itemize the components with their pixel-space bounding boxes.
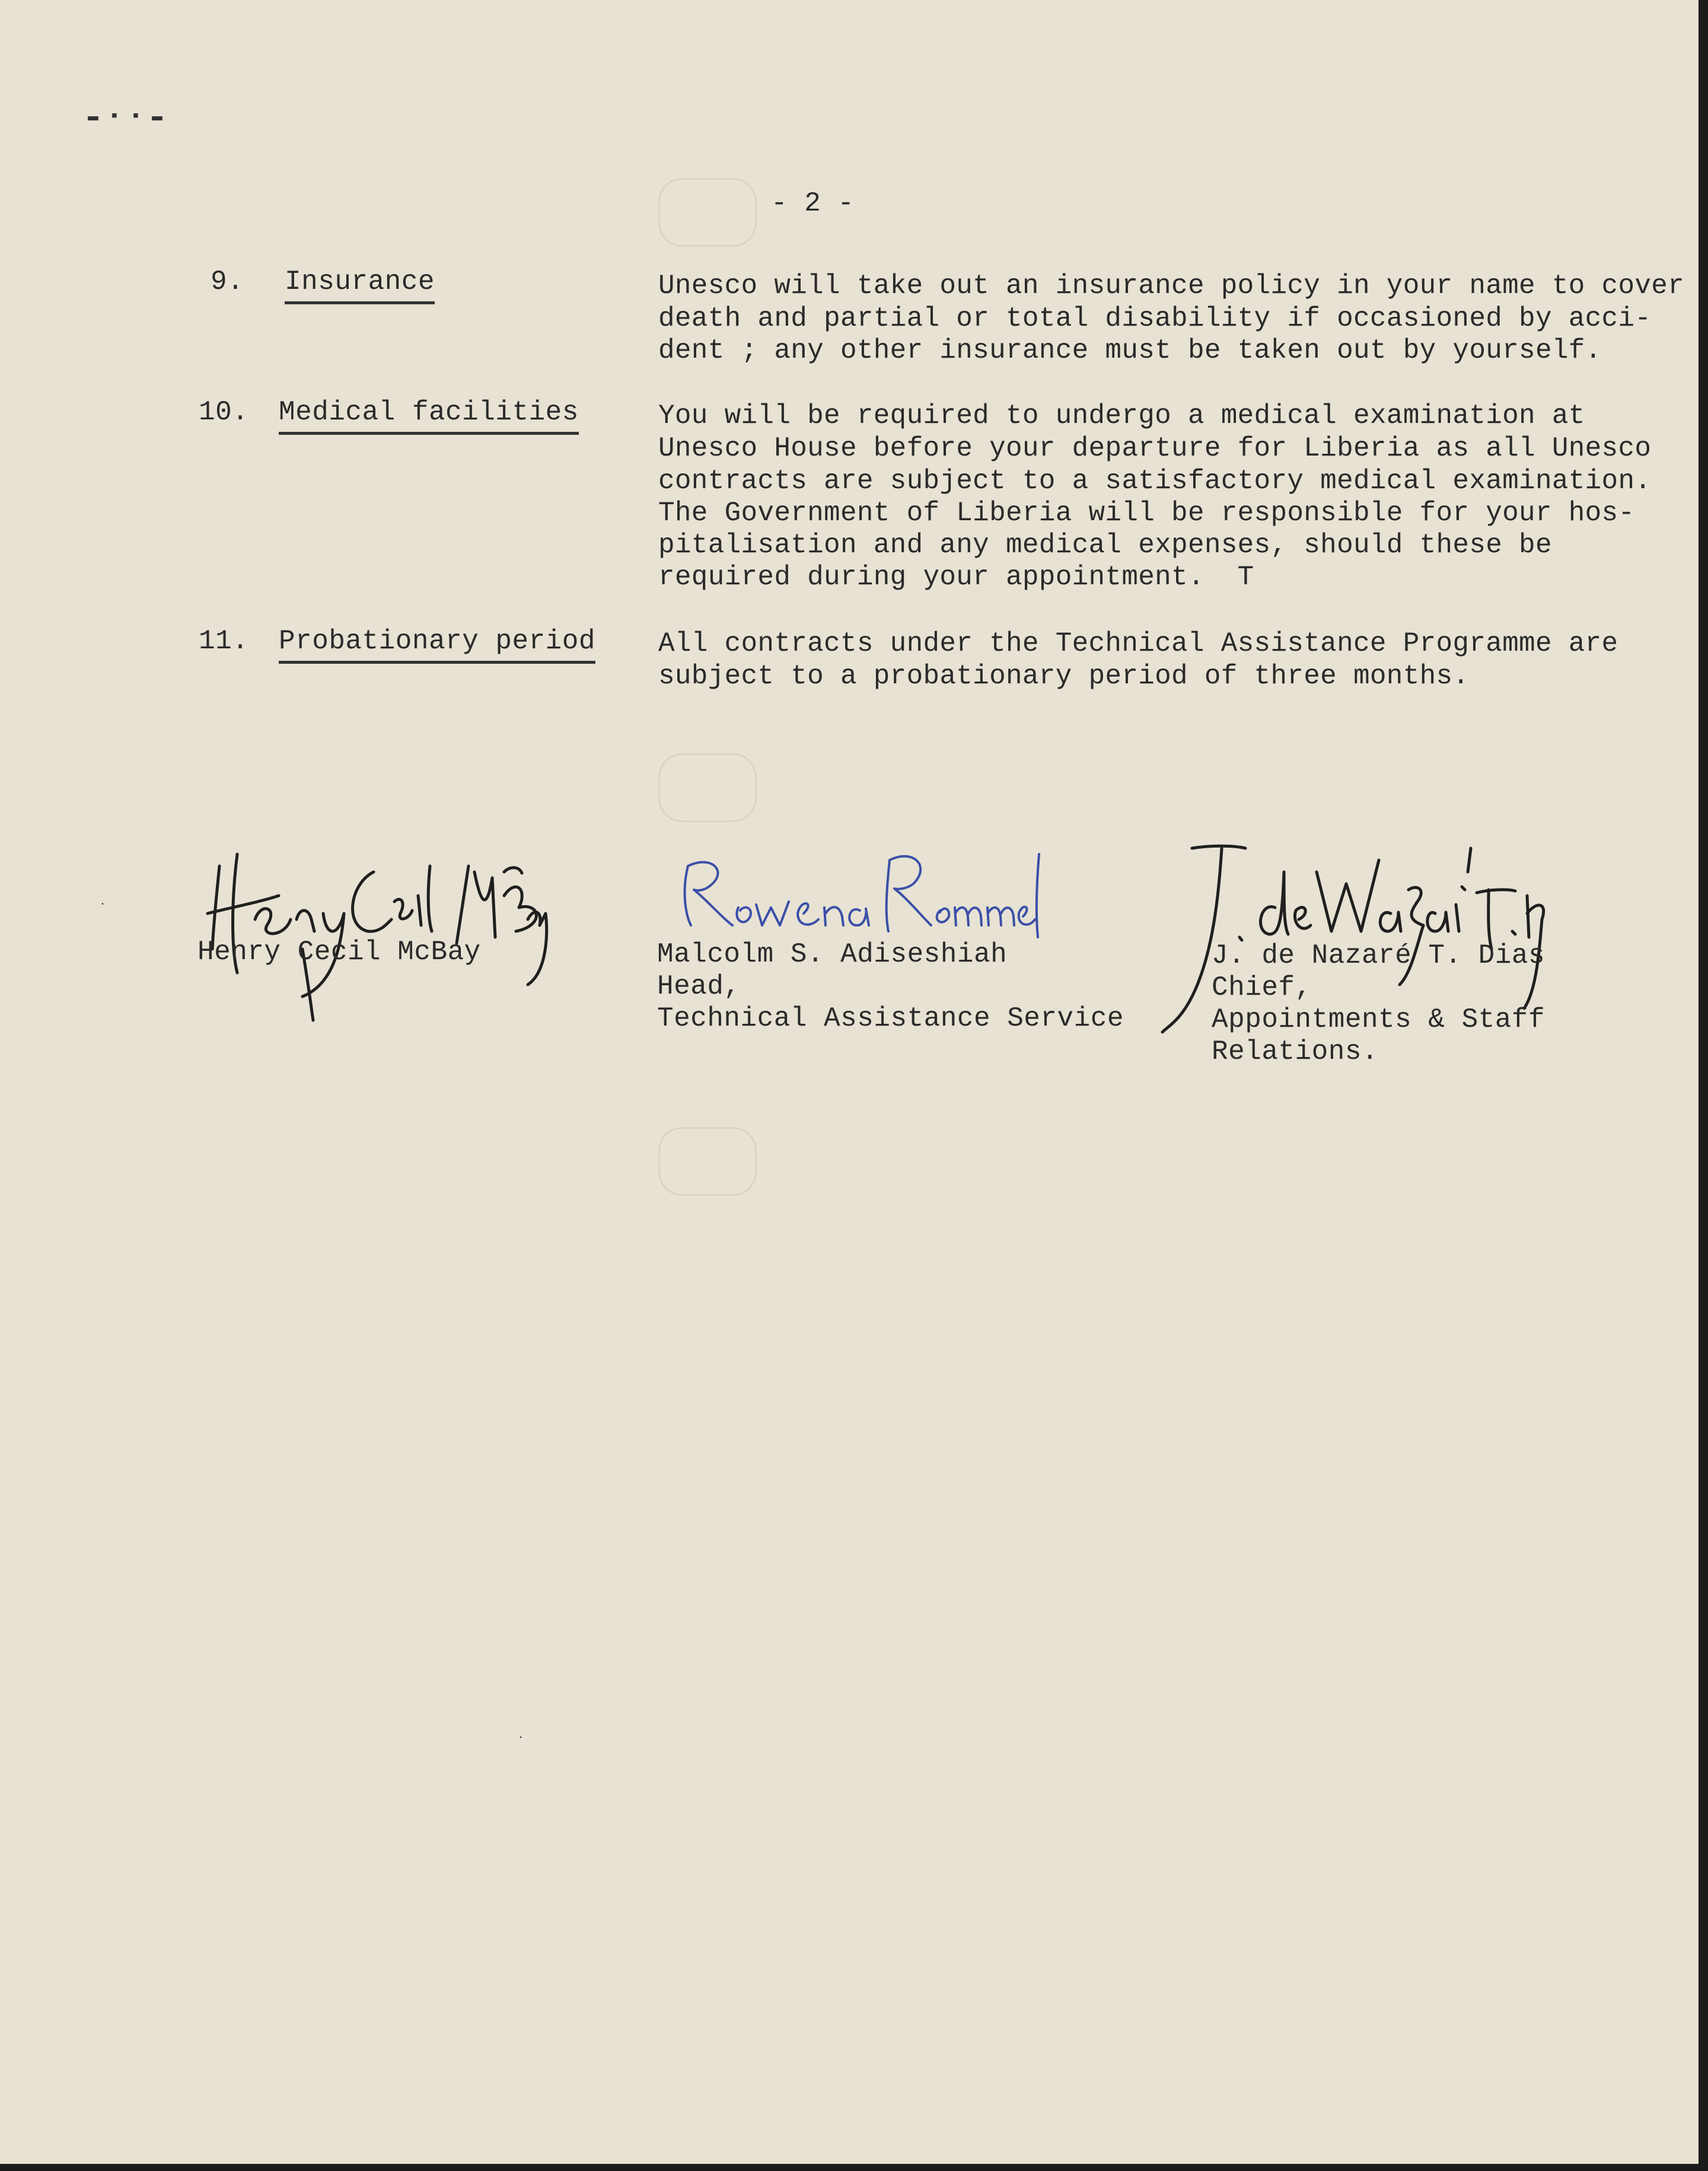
clause-number: 11. — [199, 626, 249, 657]
signatory-title: Relations. — [1212, 1036, 1379, 1067]
clause-text-line: required during your appointment. T — [658, 562, 1254, 593]
clause-text-line: death and partial or total disability if occasioned by acci- — [658, 303, 1652, 334]
clause-heading: Medical facilities — [279, 396, 579, 435]
clause-text-line: Unesco will take out an insurance policy in your name to cover — [658, 270, 1685, 301]
clause-number: 10. — [199, 397, 249, 428]
signatory-name: Malcolm S. Adiseshiah — [657, 939, 1008, 970]
signatory-name: Henry Cecil McBay — [197, 937, 481, 967]
clause-heading: Insurance — [285, 266, 435, 304]
signatory-title: Technical Assistance Service — [657, 1003, 1124, 1034]
clause-text-line: Unesco House before your departure for Liberia as all Unesco — [658, 433, 1652, 464]
clause-heading: Probationary period — [279, 625, 595, 664]
signature-rowena-rommel — [676, 842, 1044, 949]
clause-text-line: pitalisation and any medical expenses, should these be — [658, 530, 1552, 561]
clause-text-line: You will be required to undergo a medical examination at — [658, 400, 1585, 431]
clause-text-line: contracts are subject to a satisfactory medical examination. — [658, 466, 1652, 496]
scan-edge-right — [1699, 0, 1708, 2171]
clause-number: 9. — [211, 266, 244, 297]
page-number: - 2 - — [771, 188, 855, 219]
signature-henry-mcbay — [196, 830, 563, 1020]
clause-text-line: All contracts under the Technical Assistance Programme are — [658, 628, 1618, 659]
clause-text-line: subject to a probationary period of three months. — [658, 661, 1470, 692]
scan-edge-bottom — [0, 2164, 1708, 2171]
watermark-shape — [658, 178, 757, 247]
signatory-title: Chief, — [1212, 972, 1312, 1003]
clause-text-line: dent ; any other insurance must be taken out by yourself. — [658, 335, 1602, 366]
paper-speck: • — [519, 1735, 523, 1742]
clause-text-line: The Government of Liberia will be responsible for your hos- — [658, 498, 1635, 529]
paper-speck: • — [101, 902, 105, 908]
stray-mark: ▬ ▪ ▪ ▬ — [88, 107, 163, 127]
watermark-shape — [658, 753, 757, 822]
signatory-name: J. de Nazaré T. Dias — [1212, 940, 1546, 971]
signatory-title: Appointments & Staff — [1212, 1004, 1546, 1035]
signatory-title: Head, — [657, 971, 741, 1002]
watermark-shape — [658, 1127, 757, 1196]
